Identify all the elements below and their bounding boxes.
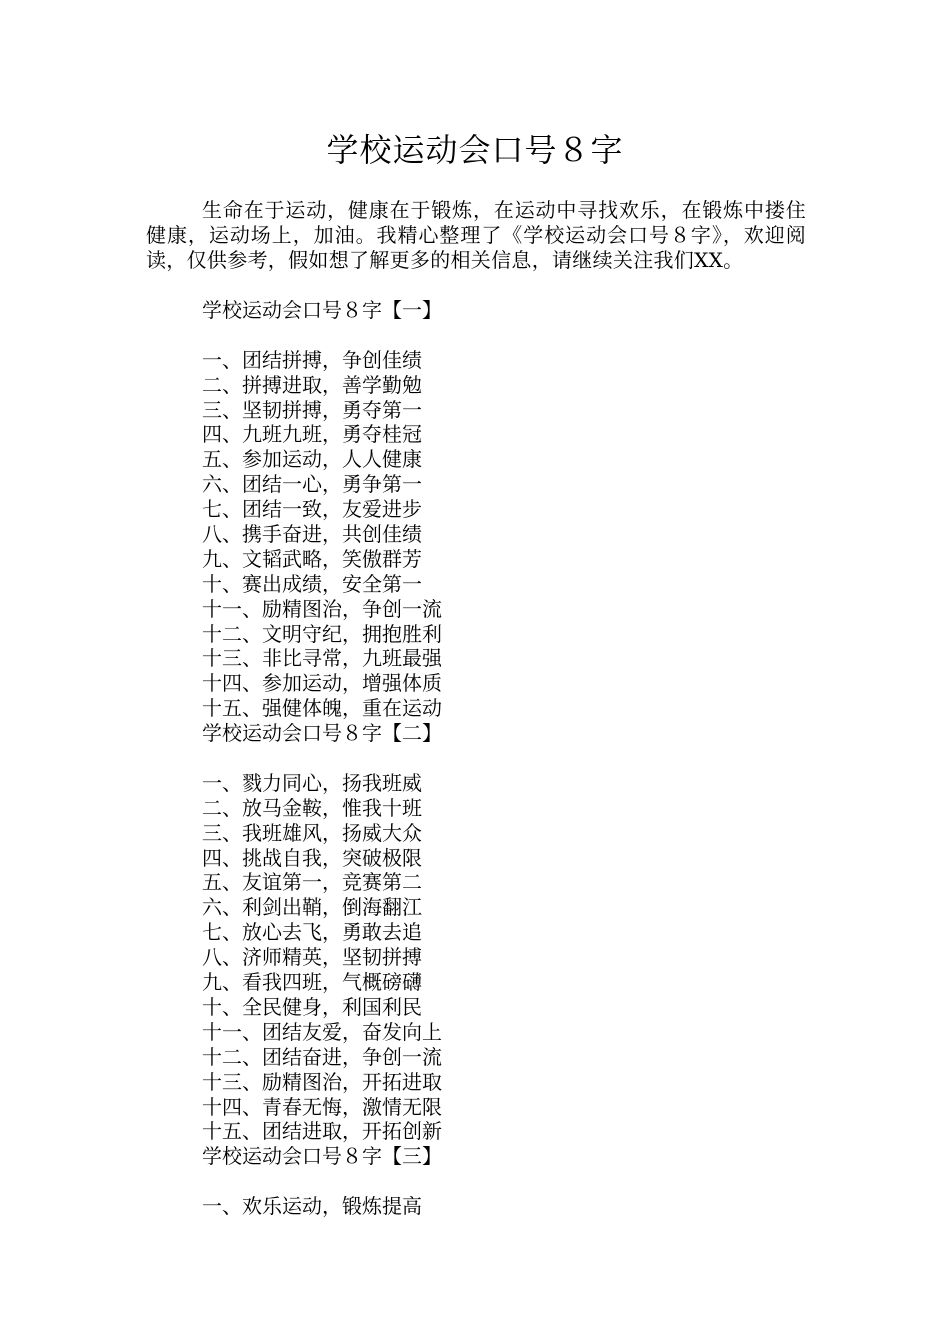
slogan-item: 七、团结一致，友爱进步 xyxy=(202,497,422,522)
slogan-item: 十一、团结友爱，奋发向上 xyxy=(202,1019,442,1044)
slogan-item: 一、戮力同心，扬我班威 xyxy=(202,770,422,795)
slogan-item: 十三、非比寻常，九班最强 xyxy=(202,646,442,671)
blank-line xyxy=(202,1169,802,1194)
slogan-item: 八、携手奋进，共创佳绩 xyxy=(202,522,422,547)
intro-paragraph: 生命在于运动，健康在于锻炼，在运动中寻找欢乐，在锻炼中搂住健康，运动场上，加油。我精心整理了《学校运动会口号８字》，欢迎阅读，仅供参考，假如想了解更多的相关信息，请继续关注我们XX。 xyxy=(146,198,806,272)
slogan-item: 十、全民健身，利国利民 xyxy=(202,994,422,1019)
slogan-item: 六、利剑出鞘，倒海翻江 xyxy=(202,895,422,920)
slogan-item: 四、挑战自我，突破极限 xyxy=(202,845,422,870)
slogan-item: 五、友谊第一，竞赛第二 xyxy=(202,870,422,895)
slogan-item: 十四、参加运动，增强体质 xyxy=(202,671,442,696)
slogan-item: 十二、团结奋进，争创一流 xyxy=(202,1044,442,1069)
slogan-item: 十、赛出成绩，安全第一 xyxy=(202,571,422,596)
slogan-item: 四、九班九班，勇夺桂冠 xyxy=(202,422,422,447)
slogan-item: 三、坚韧拼搏，勇夺第一 xyxy=(202,397,422,422)
slogan-item: 十三、励精图治，开拓进取 xyxy=(202,1069,442,1094)
document-content xyxy=(202,298,802,1219)
slogan-item: 十二、文明守纪，拥抱胜利 xyxy=(202,621,442,646)
section-heading: 学校运动会口号８字【三】 xyxy=(202,1144,442,1169)
slogan-item: 五、参加运动，人人健康 xyxy=(202,447,422,472)
slogan-item: 六、团结一心，勇争第一 xyxy=(202,472,422,497)
blank-line xyxy=(202,323,802,348)
slogan-item: 十五、团结进取，开拓创新 xyxy=(202,1119,442,1144)
slogan-item: 三、我班雄风，扬威大众 xyxy=(202,820,422,845)
section-heading: 学校运动会口号８字【一】 xyxy=(202,298,442,322)
slogan-item: 九、文韬武略，笑傲群芳 xyxy=(202,546,422,571)
blank-line xyxy=(202,746,802,771)
slogan-item: 十一、励精图治，争创一流 xyxy=(202,596,442,621)
section-heading: 学校运动会口号８字【二】 xyxy=(202,721,442,746)
slogan-item: 十四、青春无悔，激情无限 xyxy=(202,1094,442,1119)
slogan-item: 一、欢乐运动，锻炼提高 xyxy=(202,1194,422,1219)
slogan-item: 二、拼搏进取，善学勤勉 xyxy=(202,372,422,397)
slogan-item: 七、放心去飞，勇敢去追 xyxy=(202,920,422,945)
slogan-item: 八、济师精英，坚韧拼搏 xyxy=(202,945,422,970)
slogan-item: 十五、强健体魄，重在运动 xyxy=(202,696,442,721)
document-title: 学校运动会口号８字 xyxy=(326,131,624,169)
slogan-item: 二、放马金鞍，惟我十班 xyxy=(202,795,422,820)
slogan-item: 一、团结拼搏，争创佳绩 xyxy=(202,347,422,372)
slogan-item: 九、看我四班，气概磅礴 xyxy=(202,970,422,995)
